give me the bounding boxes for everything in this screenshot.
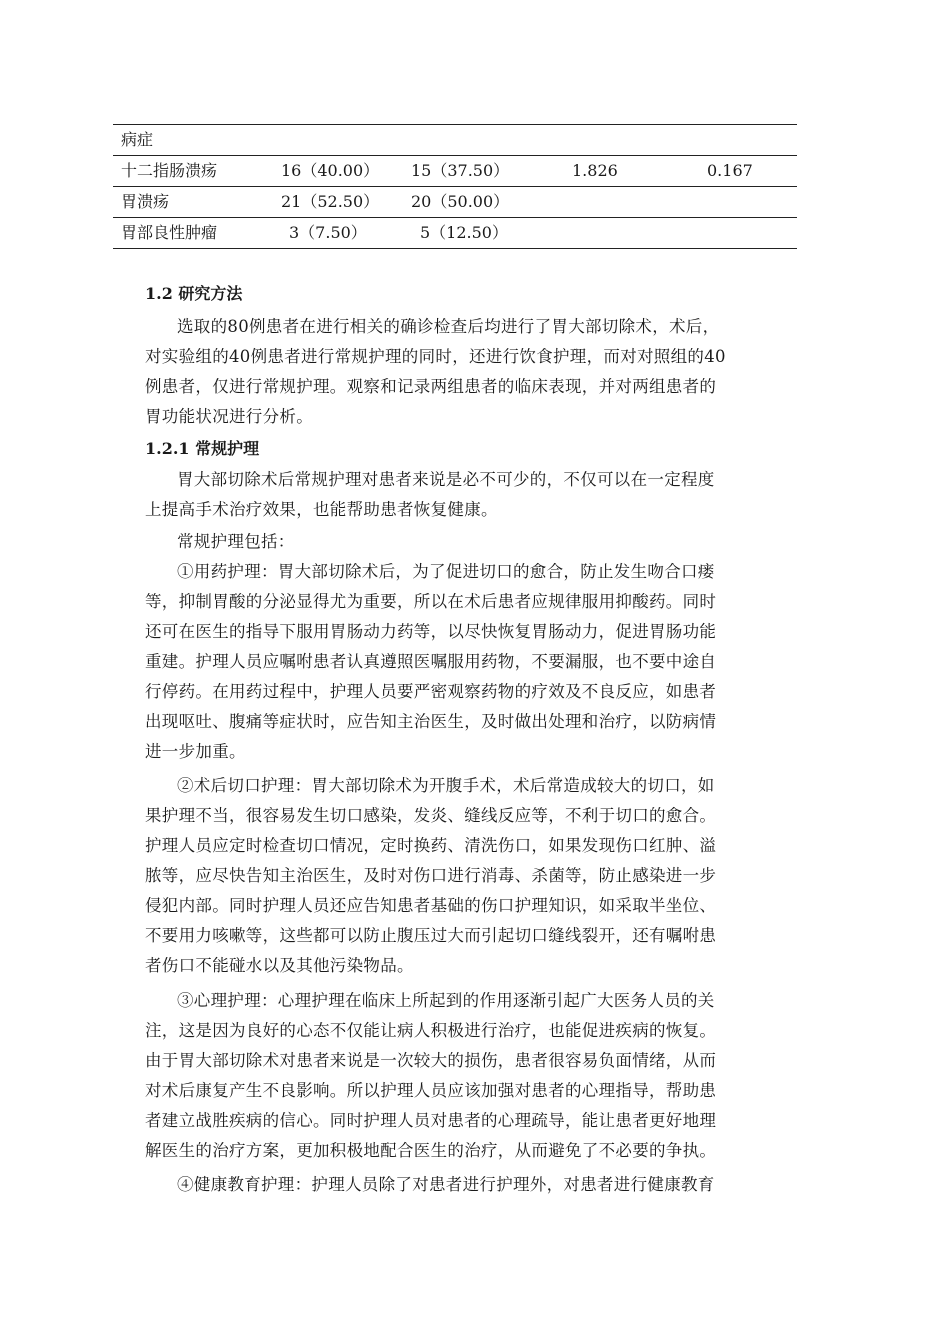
table-cell: 1.826 [572, 161, 618, 180]
table-cell: 0.167 [707, 161, 753, 180]
paragraph-line: 解医生的治疗方案，更加积极地配合医生的治疗，从而避免了不必要的争执。 [145, 1141, 717, 1160]
table-cell: 21（52.50） [281, 192, 380, 211]
paragraph-line: ②术后切口护理：胃大部切除术为开腹手术，术后常造成较大的切口，如 [177, 776, 715, 795]
paragraph-line: 上提高手术治疗效果，也能帮助患者恢复健康。 [145, 500, 498, 519]
paragraph-line: 果护理不当，很容易发生切口感染，发炎、缝线反应等，不利于切口的愈合。 [145, 806, 717, 825]
table-cell: 5（12.50） [420, 223, 508, 242]
table-cell: 3（7.50） [289, 223, 367, 242]
paragraph-line: 还可在医生的指导下服用胃肠动力药等，以尽快恢复胃肠动力，促进胃肠功能 [145, 622, 717, 641]
table-row [113, 187, 797, 218]
paragraph-line: 常规护理包括： [177, 532, 295, 551]
paragraph-line: 侵犯内部。同时护理人员还应告知患者基础的伤口护理知识，如采取半坐位、 [145, 896, 717, 915]
paragraph-line: 进一步加重。 [145, 742, 246, 761]
table-row [113, 218, 797, 249]
subsection-heading: 1.2.1 常规护理 [145, 439, 260, 458]
section-heading: 1.2 研究方法 [145, 284, 243, 303]
paragraph-line: 者建立战胜疾病的信心。同时护理人员对患者的心理疏导，能让患者更好地理 [145, 1111, 717, 1130]
paragraph-line: 脓等，应尽快告知主治医生，及时对伤口进行消毒、杀菌等，防止感染进一步 [145, 866, 717, 885]
paragraph-line: 重建。护理人员应嘱咐患者认真遵照医嘱服用药物，不要漏服，也不要中途自 [145, 652, 717, 671]
table-cell: 15（37.50） [411, 161, 510, 180]
paragraph-line: 出现呕吐、腹痛等症状时，应告知主治医生，及时做出处理和治疗，以防病情 [145, 712, 717, 731]
data-table [113, 124, 797, 249]
paragraph-line: 对实验组的40例患者进行常规护理的同时，还进行饮食护理，而对对照组的40 [145, 347, 726, 366]
paragraph-line: 胃大部切除术后常规护理对患者来说是必不可少的，不仅可以在一定程度 [177, 470, 715, 489]
table-row [113, 156, 797, 187]
table-cell: 病症 [121, 130, 154, 149]
table-cell: 十二指肠溃疡 [121, 161, 218, 180]
paragraph-line: 例患者，仅进行常规护理。观察和记录两组患者的临床表现，并对两组患者的 [145, 377, 717, 396]
table-cell: 16（40.00） [281, 161, 380, 180]
paragraph-line: 护理人员应定时检查切口情况，定时换药、清洗伤口，如果发现伤口红肿、溢 [145, 836, 717, 855]
paragraph-line: 选取的80例患者在进行相关的确诊检查后均进行了胃大部切除术，术后， [177, 317, 720, 336]
table-row [113, 125, 797, 156]
paragraph-line: 胃功能状况进行分析。 [145, 407, 313, 426]
table-cell: 胃部良性肿瘤 [121, 223, 218, 242]
table-cell: 胃溃疡 [121, 192, 170, 211]
paragraph-line: 者伤口不能碰水以及其他污染物品。 [145, 956, 414, 975]
paragraph-line: 对术后康复产生不良影响。所以护理人员应该加强对患者的心理指导，帮助患 [145, 1081, 717, 1100]
paragraph-line: 等，抑制胃酸的分泌显得尤为重要，所以在术后患者应规律服用抑酸药。同时 [145, 592, 717, 611]
table-cell: 20（50.00） [411, 192, 510, 211]
paragraph-line: ④健康教育护理：护理人员除了对患者进行护理外，对患者进行健康教育 [177, 1175, 715, 1194]
paragraph-line: 注，这是因为良好的心态不仅能让病人积极进行治疗，也能促进疾病的恢复。 [145, 1021, 717, 1040]
paragraph-line: ③心理护理：心理护理在临床上所起到的作用逐渐引起广大医务人员的关 [177, 991, 715, 1010]
paragraph-line: ①用药护理：胃大部切除术后，为了促进切口的愈合，防止发生吻合口瘘 [177, 562, 715, 581]
paragraph-line: 行停药。在用药过程中，护理人员要严密观察药物的疗效及不良反应，如患者 [145, 682, 717, 701]
paragraph-line: 由于胃大部切除术对患者来说是一次较大的损伤，患者很容易负面情绪，从而 [145, 1051, 717, 1070]
paragraph-line: 不要用力咳嗽等，这些都可以防止腹压过大而引起切口缝线裂开，还有嘱咐患 [145, 926, 717, 945]
